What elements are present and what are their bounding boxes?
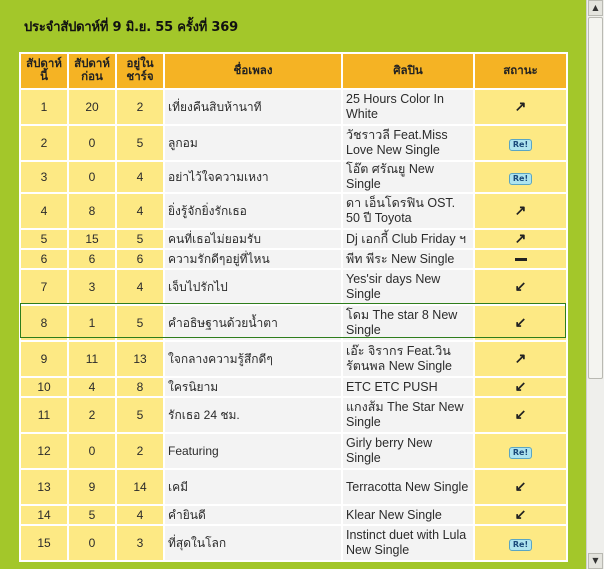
artist-cell: วัชราวลี Feat.Miss Love New Single — [343, 126, 473, 160]
artist-cell: 25 Hours Color In White — [343, 90, 473, 124]
table-row — [21, 378, 566, 396]
re-entry-badge: Re! — [509, 447, 532, 459]
rank-cell: 2 — [21, 126, 67, 160]
rank-cell: 15 — [21, 526, 67, 560]
table-row — [21, 90, 566, 124]
song-title-cell: Featuring — [165, 434, 341, 468]
table-row — [21, 230, 566, 248]
weeks-on-chart-cell: 4 — [117, 194, 163, 228]
table-row — [21, 398, 566, 432]
status-cell — [475, 398, 566, 432]
artist-cell: Instinct duet with Lula New Single — [343, 526, 473, 560]
header-status: สถานะ — [475, 54, 566, 88]
song-title-cell: ยิ่งรู้จักยิ่งรักเธอ — [165, 194, 341, 228]
song-title-cell: คนที่เธอไม่ยอมรับ — [165, 230, 341, 248]
song-title-cell: รักเธอ 24 ชม. — [165, 398, 341, 432]
song-title-cell: ความรักดีๆอยู่ที่ไหน — [165, 250, 341, 268]
song-title-cell: คำยินดี — [165, 506, 341, 524]
dash-icon — [515, 258, 527, 261]
arrow-down-left-icon: ↙ — [514, 478, 527, 494]
weeks-on-chart-cell: 4 — [117, 270, 163, 304]
header-weeks-on-chart: อยู่ในชาร์จ — [117, 54, 163, 88]
status-cell — [475, 434, 566, 468]
table-row — [21, 342, 566, 376]
table-row — [21, 434, 566, 468]
table-row — [21, 250, 566, 268]
weeks-on-chart-cell: 5 — [117, 398, 163, 432]
artist-cell: Klear New Single — [343, 506, 473, 524]
chart-table — [19, 52, 568, 562]
artist-cell: ดา เอ็นโดรฟิน OST. 50 ปี Toyota — [343, 194, 473, 228]
arrow-up-right-icon: ↗ — [514, 98, 527, 114]
re-entry-badge: Re! — [509, 539, 532, 551]
header-this-week: สัปดาห์นี้ — [21, 54, 67, 88]
last-week-cell: 6 — [69, 250, 115, 268]
status-cell — [475, 526, 566, 560]
status-cell — [475, 270, 566, 304]
last-week-cell: 2 — [69, 398, 115, 432]
table-row — [21, 470, 566, 504]
artist-cell: Dj เอกกี้ Club Friday ฯ — [343, 230, 473, 248]
artist-cell: Yes'sir days New Single — [343, 270, 473, 304]
status-cell — [475, 230, 566, 248]
song-title-cell: เคมี — [165, 470, 341, 504]
header-artist: ศิลปิน — [343, 54, 473, 88]
song-title-cell: เจ็บไปรักไป — [165, 270, 341, 304]
rank-cell: 9 — [21, 342, 67, 376]
rank-cell: 14 — [21, 506, 67, 524]
scroll-up-button[interactable]: ▲ — [588, 0, 603, 16]
re-entry-badge: Re! — [509, 173, 532, 185]
table-row — [21, 526, 566, 560]
weeks-on-chart-cell: 3 — [117, 526, 163, 560]
artist-cell: โดม The star 8 New Single — [343, 306, 473, 340]
weeks-on-chart-cell: 8 — [117, 378, 163, 396]
status-cell — [475, 506, 566, 524]
last-week-cell: 0 — [69, 526, 115, 560]
status-cell — [475, 378, 566, 396]
rank-cell: 8 — [21, 306, 67, 340]
arrow-down-left-icon: ↙ — [514, 314, 527, 330]
status-cell — [475, 162, 566, 192]
table-row — [21, 194, 566, 228]
song-title-cell: ลูกอม — [165, 126, 341, 160]
weeks-on-chart-cell: 6 — [117, 250, 163, 268]
song-title-cell: ใครนิยาม — [165, 378, 341, 396]
table-row — [21, 270, 566, 304]
artist-cell: Terracotta New Single — [343, 470, 473, 504]
last-week-cell: 15 — [69, 230, 115, 248]
status-cell — [475, 470, 566, 504]
page-title: ประจำสัปดาห์ที่ 9 มิ.ย. 55 ครั้งที่ 369 — [24, 20, 238, 35]
song-title-cell: อย่าไว้ใจความเหงา — [165, 162, 341, 192]
table-header-row — [21, 54, 566, 88]
last-week-cell: 0 — [69, 434, 115, 468]
rank-cell: 5 — [21, 230, 67, 248]
song-title-cell: เที่ยงคืนสิบห้านาที — [165, 90, 341, 124]
last-week-cell: 1 — [69, 306, 115, 340]
weeks-on-chart-cell: 13 — [117, 342, 163, 376]
arrow-down-left-icon: ↙ — [514, 406, 527, 422]
re-entry-badge: Re! — [509, 139, 532, 151]
rank-cell: 11 — [21, 398, 67, 432]
weeks-on-chart-cell: 4 — [117, 506, 163, 524]
song-title-cell: ที่สุดในโลก — [165, 526, 341, 560]
arrow-down-left-icon: ↙ — [514, 506, 527, 522]
rank-cell: 10 — [21, 378, 67, 396]
last-week-cell: 20 — [69, 90, 115, 124]
table-body — [21, 90, 566, 560]
weeks-on-chart-cell: 5 — [117, 126, 163, 160]
weeks-on-chart-cell: 5 — [117, 306, 163, 340]
header-song: ชื่อเพลง — [165, 54, 341, 88]
table-row — [21, 506, 566, 524]
rank-cell: 4 — [21, 194, 67, 228]
status-cell — [475, 306, 566, 340]
artist-cell: โอ๊ต ศรัณยู New Single — [343, 162, 473, 192]
vertical-scrollbar[interactable] — [586, 0, 604, 569]
artist-cell: Girly berry New Single — [343, 434, 473, 468]
arrow-up-right-icon: ↗ — [514, 230, 527, 246]
weeks-on-chart-cell: 2 — [117, 434, 163, 468]
table-row — [21, 306, 566, 340]
rank-cell: 1 — [21, 90, 67, 124]
last-week-cell: 4 — [69, 378, 115, 396]
rank-cell: 6 — [21, 250, 67, 268]
last-week-cell: 11 — [69, 342, 115, 376]
rank-cell: 3 — [21, 162, 67, 192]
arrow-up-right-icon: ↗ — [514, 202, 527, 218]
artist-cell: เอ๊ะ จิรากร Feat.วิน รัตนพล New Single — [343, 342, 473, 376]
artist-cell: ETC ETC PUSH — [343, 378, 473, 396]
status-cell — [475, 342, 566, 376]
table-row — [21, 126, 566, 160]
arrow-down-left-icon: ↙ — [514, 378, 527, 394]
last-week-cell: 8 — [69, 194, 115, 228]
status-cell — [475, 250, 566, 268]
status-cell — [475, 194, 566, 228]
scroll-down-button[interactable]: ▼ — [588, 553, 603, 569]
status-cell — [475, 126, 566, 160]
header-last-week: สัปดาห์ก่อน — [69, 54, 115, 88]
table-row — [21, 162, 566, 192]
artist-cell: พีท พีระ New Single — [343, 250, 473, 268]
artist-cell: แกงส้ม The Star New Single — [343, 398, 473, 432]
scrollbar-thumb[interactable] — [588, 17, 603, 379]
rank-cell: 7 — [21, 270, 67, 304]
song-title-cell: ใจกลางความรู้สึกดีๆ — [165, 342, 341, 376]
status-cell — [475, 90, 566, 124]
last-week-cell: 3 — [69, 270, 115, 304]
last-week-cell: 5 — [69, 506, 115, 524]
weeks-on-chart-cell: 5 — [117, 230, 163, 248]
rank-cell: 12 — [21, 434, 67, 468]
weeks-on-chart-cell: 2 — [117, 90, 163, 124]
weeks-on-chart-cell: 14 — [117, 470, 163, 504]
arrow-up-right-icon: ↗ — [514, 350, 527, 366]
rank-cell: 13 — [21, 470, 67, 504]
weeks-on-chart-cell: 4 — [117, 162, 163, 192]
last-week-cell: 0 — [69, 162, 115, 192]
last-week-cell: 0 — [69, 126, 115, 160]
arrow-down-left-icon: ↙ — [514, 278, 527, 294]
last-week-cell: 9 — [69, 470, 115, 504]
song-title-cell: คำอธิษฐานด้วยน้ำตา — [165, 306, 341, 340]
